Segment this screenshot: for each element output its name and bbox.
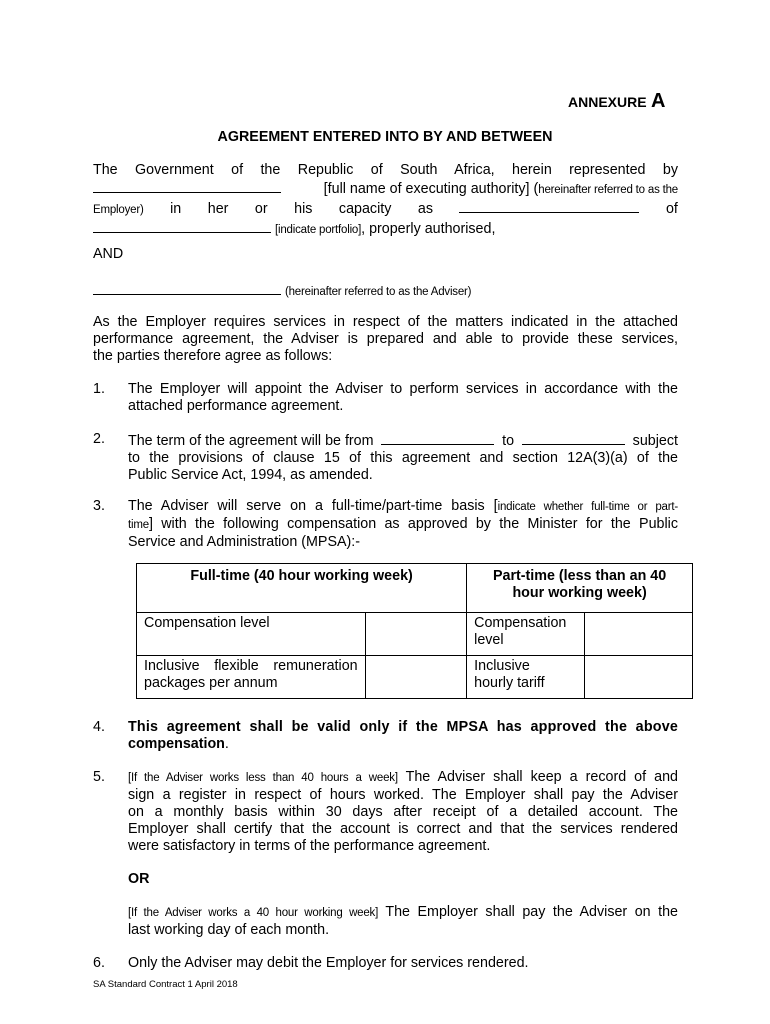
preamble-line: the parties therefore agree as follows: [93,348,333,364]
hourly-tariff-value-cell[interactable] [585,656,693,699]
document-title: AGREEMENT ENTERED INTO BY AND BETWEEN [217,129,553,145]
adviser-line [93,281,471,299]
item-line: to the provisions of clause 15 of this agreement and section 12A(3)(a) of the [128,450,678,466]
compensation-level-label: Compensation level [137,613,366,656]
remuneration-package-value-cell[interactable] [365,656,467,699]
item-line: [If the Adviser works a 40 hour working week] The Employer shall pay the Adviser on the [128,904,678,920]
compensation-level-value-cell[interactable] [365,613,467,656]
intro-word: her [207,201,229,217]
intro-word: his [294,201,313,217]
portfolio-label: [indicate portfolio] [274,224,362,236]
executing-authority-label: [full name of executing authority] (hereinafter referred to as the [323,181,678,197]
item-number: 3. [93,498,105,514]
intro-word: of [665,201,678,217]
item-line: The Employer will appoint the Adviser to perform services in accordance with the [128,381,678,397]
term-text: subject [632,433,678,449]
annexure-letter: A [651,90,666,112]
adviser-label: (hereinafter referred to as the Adviser) [284,286,472,298]
item-line: Service and Administration (MPSA):- [128,534,361,550]
page-footer: SA Standard Contract 1 April 2018 [93,979,238,990]
item-line: The Adviser will serve on a full-time/part-time basis [indicate whether full-time or part- [128,498,678,514]
term-text: to [502,433,515,449]
full-time-header: Full-time (40 hour working week) [137,564,467,613]
compensation-table [136,563,693,699]
item-number: 6. [93,955,105,971]
part-time-compensation-level-value-cell[interactable] [585,613,693,656]
part-time-compensation-level-label: Compensation level [467,613,585,656]
item-1 [128,381,678,415]
intro-word: in [170,201,182,217]
intro-paragraph [93,162,678,239]
intro-word-employer: Employer) [93,204,144,216]
item-number: 1. [93,381,105,397]
item-line: sign a register in respect of hours worked. The Employer shall pay the Adviser [128,787,678,803]
executing-authority-blank[interactable] [93,179,281,193]
item-line: attached performance agreement. [128,398,344,414]
item-line: [If the Adviser works less than 40 hours a week] The Adviser shall keep a record of and [128,769,678,785]
portfolio-blank[interactable] [93,219,271,233]
start-date-blank[interactable] [381,431,494,445]
item-line [128,431,678,450]
or-label: OR [128,871,150,887]
item-line: on a monthly basis within 30 days after receipt of a detailed account. The [128,804,678,820]
capacity-blank[interactable] [459,199,639,213]
remuneration-package-label: Inclusive flexible remuneration packages per annum [137,656,366,699]
item-4 [128,719,678,753]
item-5 [128,769,678,855]
preamble-paragraph [93,314,678,365]
item-5-alternative [128,904,678,939]
intro-word: or [254,201,268,217]
intro-line-2 [93,179,678,199]
part-time-header: Part-time (less than an 40 hour working week) [467,564,693,613]
item-number: 4. [93,719,105,735]
item-line: Public Service Act, 1994, as amended. [128,467,373,483]
preamble-line: performance agreement, the Adviser is prepared and able to provide these services, [93,331,678,347]
item-line: compensation. [128,736,229,752]
item-6: Only the Adviser may debit the Employer for services rendered. [128,955,529,971]
item-2 [128,431,678,484]
item-line: last working day of each month. [128,922,330,938]
end-date-blank[interactable] [522,431,625,445]
intro-line-4 [93,219,678,239]
item-line: Employer shall certify that the account is correct and that the services rendered [128,821,678,837]
item-line: were satisfactory in terms of the performance agreement. [128,838,491,854]
item-line: time] with the following compensation as approved by the Minister for the Public [128,516,678,532]
portfolio-rest: , properly authorised, [361,221,496,237]
item-3 [128,498,678,551]
intro-line-3 [93,199,678,219]
annexure-word: ANNEXURE [568,94,647,110]
intro-word: capacity [338,201,392,217]
and-label: AND [93,246,124,262]
preamble-line: As the Employer requires services in respect of the matters indicated in the attached [93,314,678,330]
intro-word: as [417,201,433,217]
term-text: The term of the agreement will be from [128,433,374,449]
item-line: This agreement shall be valid only if the MPSA has approved the above [128,719,678,735]
adviser-name-blank[interactable] [93,281,281,295]
hourly-tariff-label: Inclusive hourly tariff [467,656,585,699]
item-number: 5. [93,769,105,785]
annexure-heading [568,90,665,113]
intro-line-1: The Government of the Republic of South Africa, herein represented by [93,162,678,178]
item-number: 2. [93,431,105,447]
